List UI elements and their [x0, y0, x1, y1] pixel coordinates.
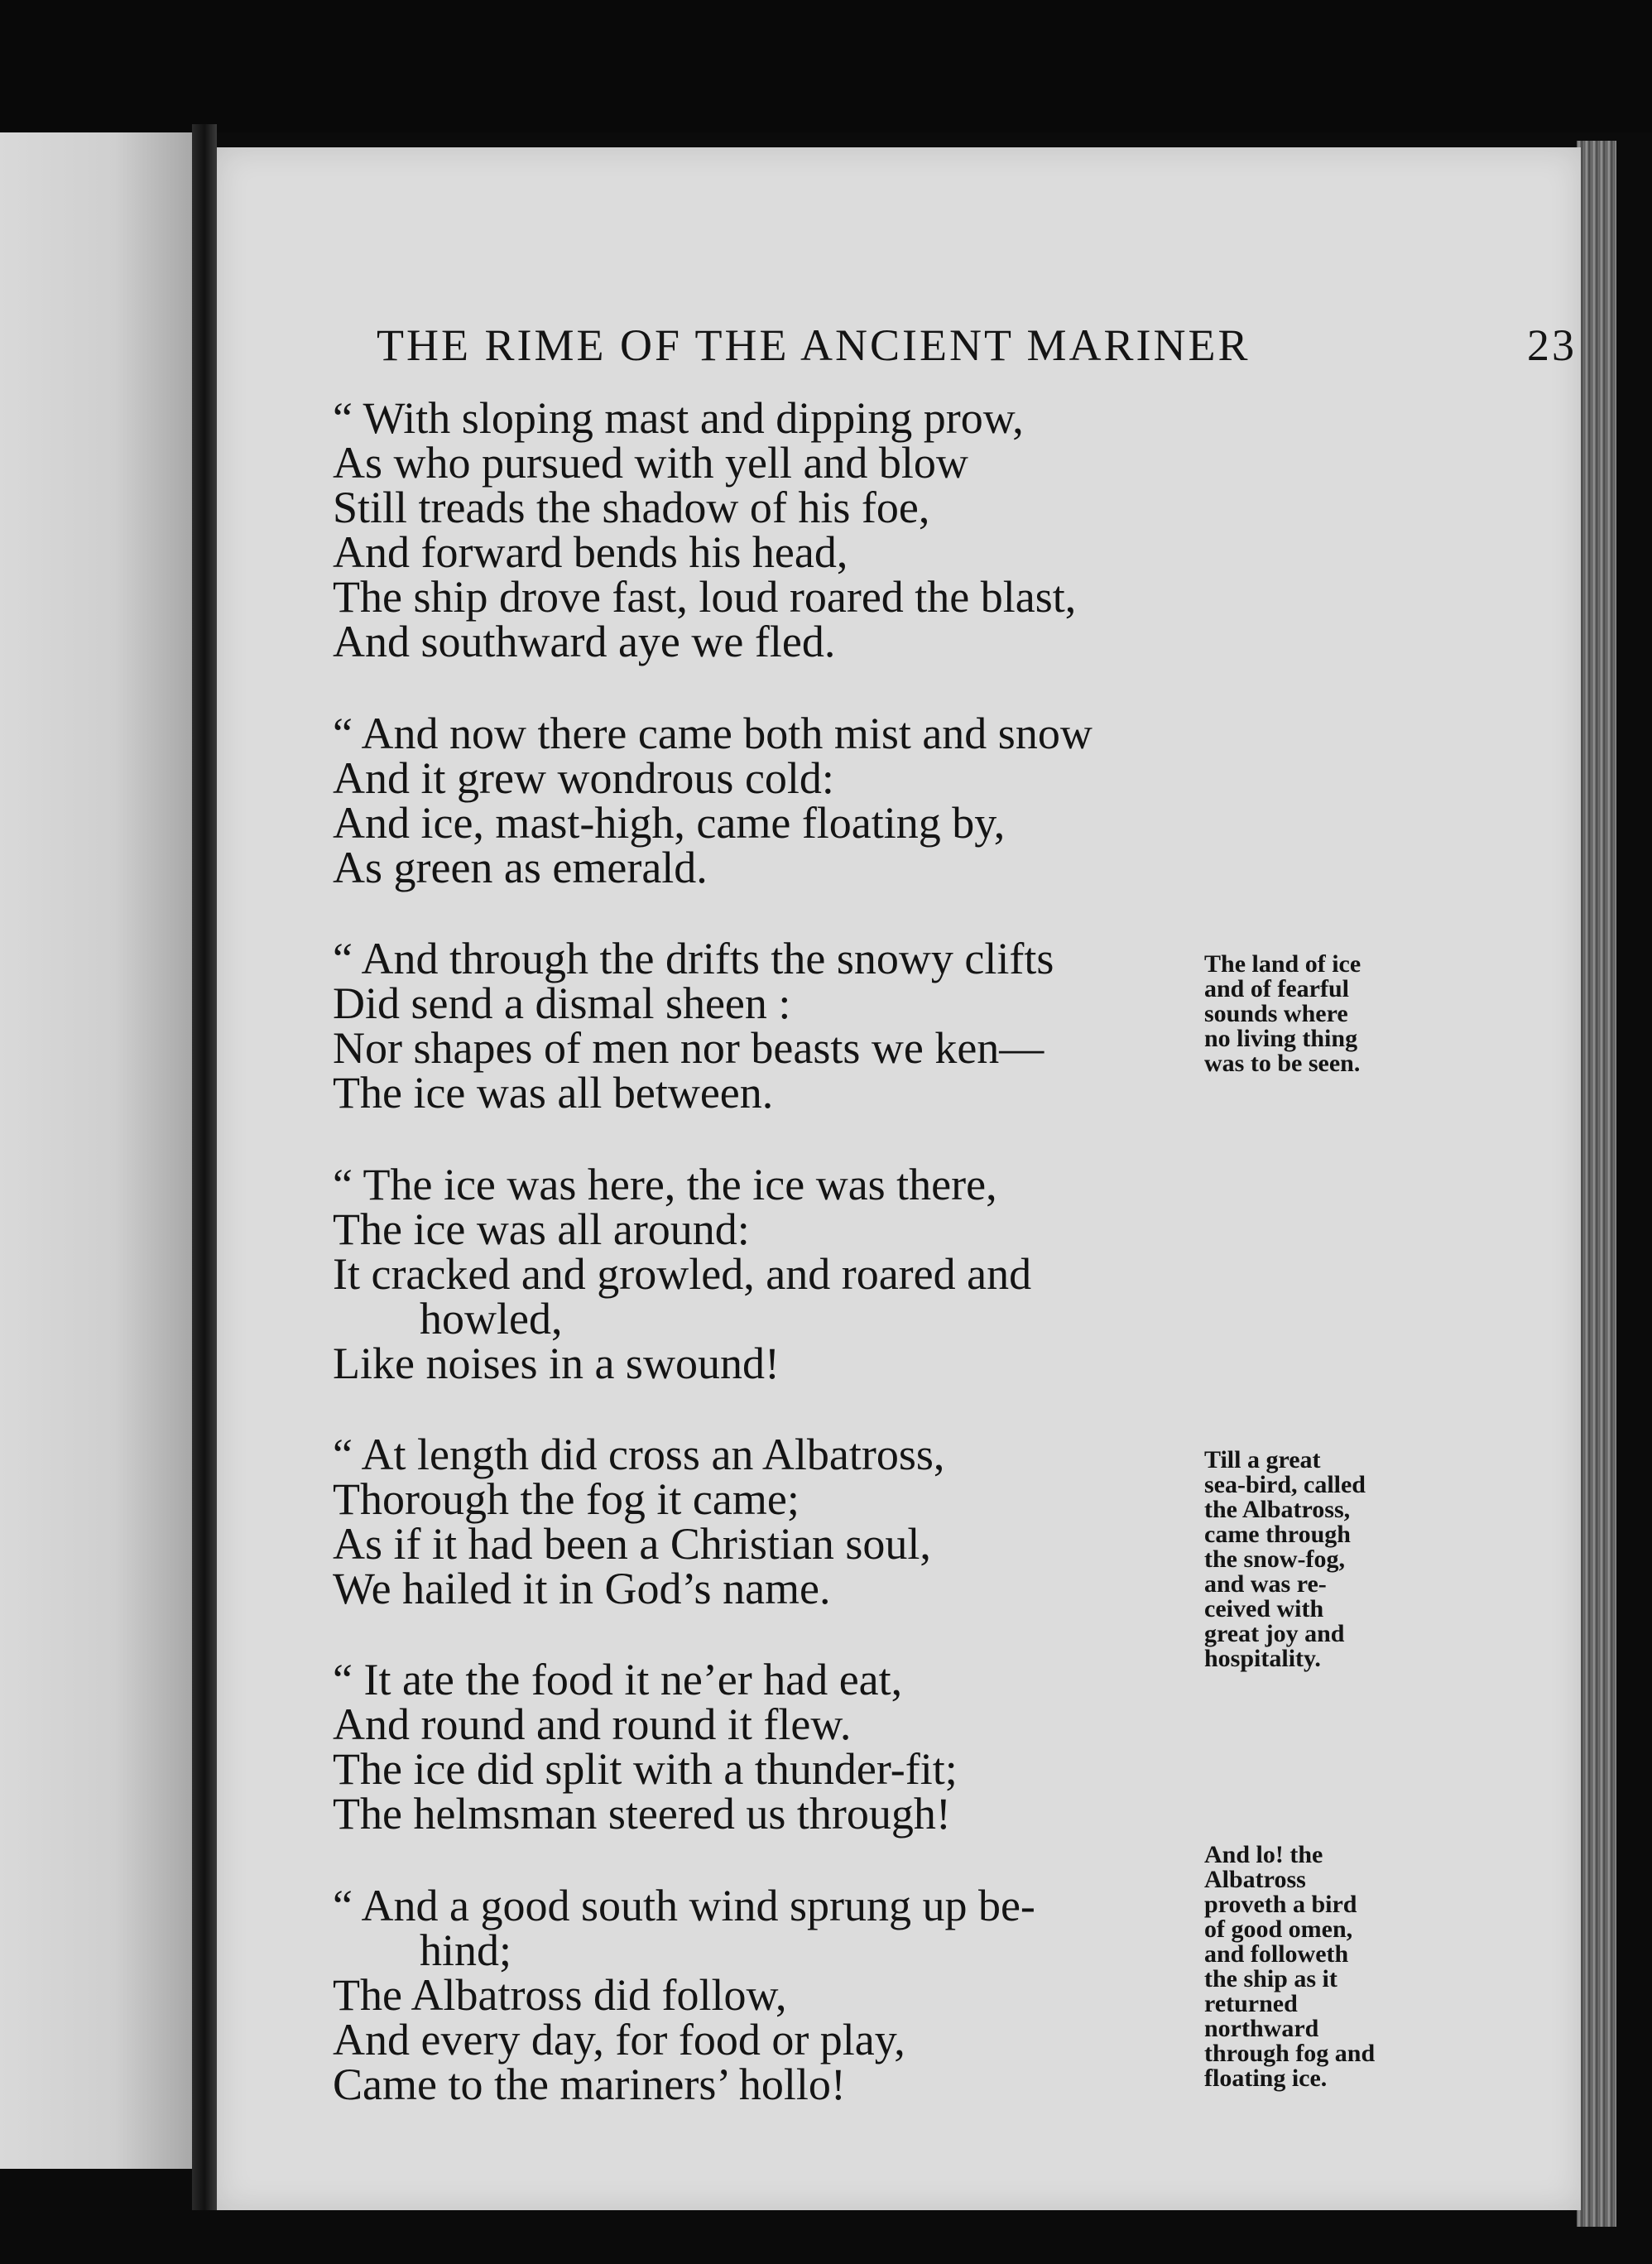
gloss-line: northward [1204, 2015, 1319, 2042]
verse-line: As green as emerald. [333, 843, 708, 892]
verse-line: As if it had been a Christian soul, [333, 1519, 931, 1569]
verse-line: “ At length did cross an Albatross, [333, 1430, 945, 1479]
gloss-line: and of fearful [1204, 975, 1349, 1002]
verse-line: The ice was all between. [333, 1068, 774, 1118]
verse-line: The ice was all around: [333, 1204, 750, 1254]
gloss-line: ceived with [1204, 1595, 1324, 1622]
gloss-line: And lo! the [1204, 1841, 1323, 1868]
page-number: 23 [1527, 320, 1577, 370]
verse-line: Thorough the fog it came; [333, 1474, 800, 1524]
verse-line: howled, [420, 1294, 563, 1343]
stanza-1 [333, 393, 1400, 666]
gloss-line: through fog and [1204, 2040, 1376, 2067]
verse-line: Did send a dismal sheen : [333, 978, 791, 1028]
running-head [377, 320, 1585, 371]
verse-line: hind; [420, 1925, 512, 1975]
verse-line: We hailed it in God’s name. [333, 1564, 831, 1613]
stanza-6 [333, 1655, 1400, 1839]
stanza-2 [333, 711, 1400, 890]
gloss-line: of good omen, [1204, 1916, 1353, 1943]
verse-line: “ With sloping mast and dipping prow, [333, 393, 1024, 443]
gloss-line: The land of ice [1204, 950, 1361, 978]
verse-line: The helmsman steered us through! [333, 1789, 951, 1839]
verse-line: And forward bends his head, [333, 527, 848, 577]
gloss-line: no living thing [1204, 1025, 1358, 1052]
verse-line: The ice did split with a thunder-fit; [333, 1744, 958, 1794]
page-stack-edge [1577, 141, 1616, 2227]
gloss-line: the Albatross, [1204, 1496, 1351, 1523]
verse-line: The Albatross did follow, [333, 1970, 787, 2020]
gloss-line: sounds where [1204, 1000, 1348, 1027]
gloss-line: Albatross [1204, 1866, 1306, 1893]
gloss-line: came through [1204, 1521, 1351, 1548]
verse-line: It cracked and growled, and roared and [333, 1249, 1032, 1299]
verse-line: And round and round it flew. [333, 1699, 852, 1749]
gloss-line: and was re- [1204, 1570, 1327, 1598]
gloss-line: hospitality. [1204, 1645, 1321, 1672]
book-gutter [192, 124, 217, 2210]
facing-page-edge [0, 132, 192, 2169]
verse-line: “ And through the drifts the snowy clifts [333, 934, 1054, 983]
verse-line: “ And now there came both mist and snow [333, 709, 1093, 758]
gloss-line: was to be seen. [1204, 1050, 1361, 1077]
verse-line: And southward aye we fled. [333, 617, 836, 666]
verse-line: Came to the mariners’ hollo! [333, 2060, 846, 2109]
verse-line: “ It ate the food it ne’er had eat, [333, 1655, 903, 1704]
gloss-line: great joy and [1204, 1620, 1345, 1647]
gloss-line: and followeth [1204, 1940, 1349, 1968]
gloss-line: returned [1204, 1990, 1298, 2017]
margin-gloss-3 [1204, 1843, 1453, 2091]
book-page [217, 147, 1581, 2210]
gloss-line: the ship as it [1204, 1965, 1337, 1992]
gloss-line: floating ice. [1204, 2065, 1328, 2092]
stanza-4 [333, 1162, 1400, 1386]
margin-gloss-2 [1204, 1448, 1453, 1671]
verse-line: Still treads the shadow of his foe, [333, 483, 930, 532]
verse-line: As who pursued with yell and blow [333, 438, 968, 488]
verse-line: And it grew wondrous cold: [333, 753, 834, 803]
verse-line: “ And a good south wind sprung up be- [333, 1881, 1035, 1930]
verse-line: Nor shapes of men nor beasts we ken— [333, 1023, 1045, 1073]
verse-line: And every day, for food or play, [333, 2015, 905, 2065]
margin-gloss-1 [1204, 952, 1453, 1076]
verse-line: Like noises in a swound! [333, 1339, 780, 1388]
verse-line: And ice, mast-high, came floating by, [333, 798, 1006, 848]
gloss-line: Till a great [1204, 1446, 1321, 1473]
running-head-title: THE RIME OF THE ANCIENT MARINER [377, 320, 1251, 370]
gloss-line: the snow-fog, [1204, 1545, 1345, 1573]
verse-line: The ship drove fast, loud roared the blast, [333, 572, 1077, 622]
scan-background-top [0, 0, 1652, 132]
gloss-line: sea-bird, called [1204, 1471, 1366, 1498]
verse-line: “ The ice was here, the ice was there, [333, 1160, 997, 1209]
gloss-line: proveth a bird [1204, 1891, 1357, 1918]
